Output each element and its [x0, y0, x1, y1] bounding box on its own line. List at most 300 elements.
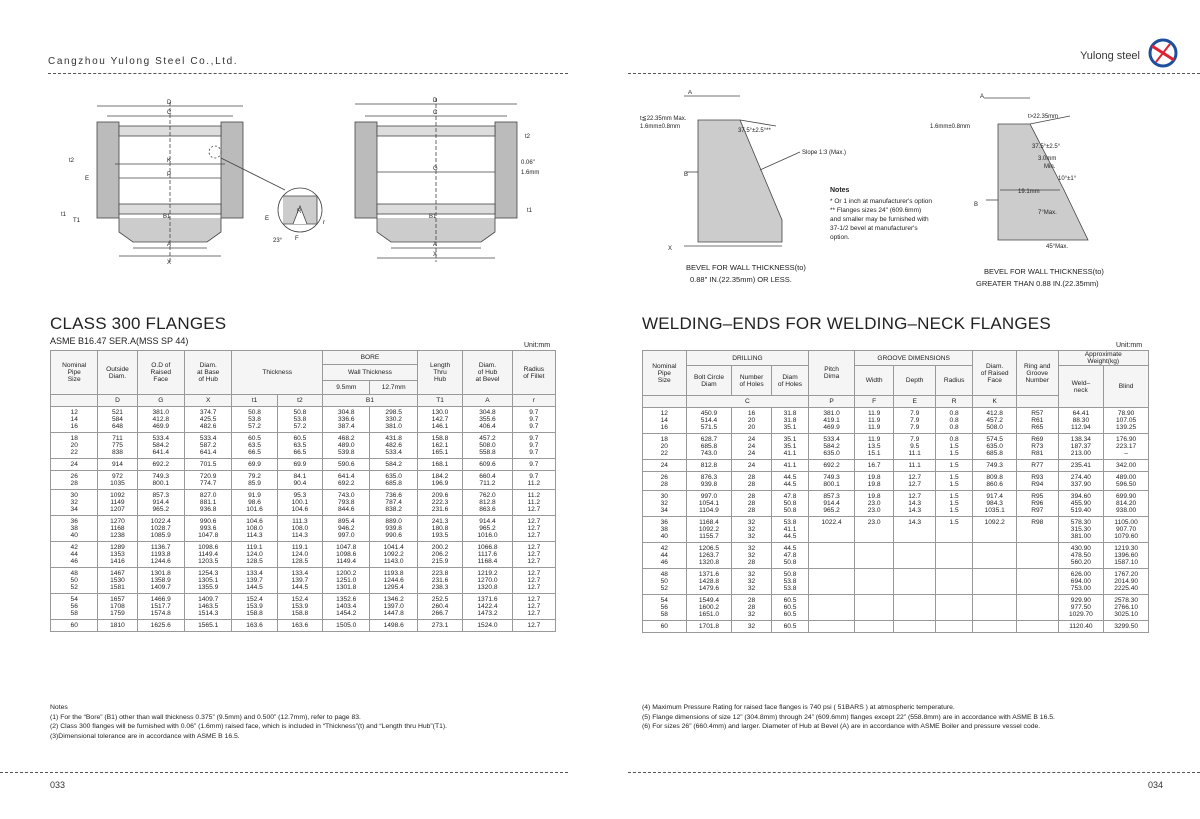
- table-cell: 119.1 124.0 128.5: [277, 542, 322, 568]
- table-cell: R77: [1016, 460, 1058, 472]
- table-cell: 7.9 9.5 11.1: [894, 434, 936, 460]
- table-cell: 42 44 46: [51, 542, 98, 568]
- table-cell: 660.4 711.2: [463, 471, 512, 490]
- table-cell: 79.2 85.9: [232, 471, 277, 490]
- table-cell: 12.7 12.7 12.7: [512, 568, 555, 594]
- table-cell: 11.2 11.2 12.7: [512, 490, 555, 516]
- table-cell: 24: [51, 459, 98, 471]
- label-a2: A: [433, 242, 438, 248]
- table-row: [51, 407, 556, 433]
- table-cell: 50.8 53.8 53.8: [771, 569, 808, 595]
- table-row: [51, 620, 556, 632]
- hdr-fillet: Radius of Fillet: [512, 351, 555, 395]
- table-cell: 24 24 24: [732, 434, 771, 460]
- hdr-hub-base: Diam. at Base of Hub: [184, 351, 231, 395]
- label-f: F: [295, 236, 299, 242]
- table-cell: 626.00 694.00 753.00: [1058, 569, 1104, 595]
- table-cell: 130.0 142.7 146.1: [417, 407, 462, 433]
- sym-cell: P: [809, 396, 855, 408]
- note-line: (5) Flange dimensions of size 12” (304.8mm) through 24” (609.6mm) flanges except 22” (558.8mm) are in accordance with ASME B 16.5.: [642, 713, 1055, 721]
- table-cell: 24: [643, 460, 687, 472]
- bevel-a: A: [688, 90, 693, 96]
- label-d: D: [167, 100, 172, 106]
- table-cell: 1120.40: [1058, 621, 1104, 633]
- table-cell: 431.8 482.6 533.4: [370, 433, 417, 459]
- table-cell: 1467 1530 1581: [98, 568, 137, 594]
- hdr-wall: Wall Thickness: [323, 365, 418, 381]
- class300-rows: [51, 407, 556, 632]
- table-cell: 809.8 860.6: [973, 472, 1017, 491]
- table-cell: 36 38 40: [643, 517, 687, 543]
- table-cell: [894, 543, 936, 569]
- table-cell: 32 32 32: [732, 517, 771, 543]
- table-cell: 1466.9 1517.7 1574.8: [137, 594, 184, 620]
- bevel-note-line: option.: [830, 234, 850, 241]
- sym-cell: E: [894, 396, 936, 408]
- label-k: K: [167, 158, 172, 164]
- bevel2-10deg: 10°±1°: [1058, 176, 1077, 182]
- table-row: [643, 434, 1149, 460]
- hdr-blind: Blind: [1104, 366, 1149, 408]
- table-cell: 69.9: [277, 459, 322, 471]
- table-cell: 152.4 153.9 158.8: [277, 594, 322, 620]
- table-row: [51, 471, 556, 490]
- table-cell: [973, 569, 1017, 595]
- table-cell: 635.0 685.8: [370, 471, 417, 490]
- label-b1-2: B1: [429, 214, 437, 220]
- table-cell: [809, 543, 855, 569]
- table-cell: 1810: [98, 620, 137, 632]
- table-cell: 1.5: [935, 517, 972, 543]
- table-cell: 168.1: [417, 459, 462, 471]
- label-e: E: [85, 176, 90, 182]
- table-row: [51, 433, 556, 459]
- table-cell: 133.4 139.7 144.5: [232, 568, 277, 594]
- table-cell: 158.8 162.1 165.1: [417, 433, 462, 459]
- bevel-drawing: [640, 90, 1180, 290]
- table-cell: R69 R73 R81: [1016, 434, 1058, 460]
- table-cell: 997.0 1054.1 1104.9: [686, 491, 732, 517]
- table-row: [643, 543, 1149, 569]
- table-cell: 12.7 12.7 12.7: [512, 594, 555, 620]
- table-cell: [894, 595, 936, 621]
- table-cell: 1092.2: [973, 517, 1017, 543]
- table-cell: 1371.6 1422.4 1473.2: [463, 594, 512, 620]
- table-cell: 641.4 692.2: [323, 471, 370, 490]
- table-cell: 9.7 9.7 9.7: [512, 433, 555, 459]
- label-angle: 23°: [273, 238, 283, 244]
- table-cell: [935, 569, 972, 595]
- label-rf1: 0.06": [521, 160, 535, 166]
- table-cell: 609.6: [463, 459, 512, 471]
- class300-title: CLASS 300 FLANGES: [50, 314, 227, 333]
- unit-label-right: Unit:mm: [1116, 342, 1143, 349]
- table-cell: 200.2 206.2 215.9: [417, 542, 462, 568]
- table-cell: 84.1 90.4: [277, 471, 322, 490]
- table-cell: 54 56 58: [643, 595, 687, 621]
- hdr-outside: Outside Diam.: [98, 351, 137, 395]
- table-cell: [973, 621, 1017, 633]
- table-cell: [1016, 621, 1058, 633]
- table-cell: 1219.2 1270.0 1320.8: [463, 568, 512, 594]
- sym-cell: C: [686, 396, 809, 408]
- table-cell: 12.7 12.7 12.7: [512, 542, 555, 568]
- table-cell: 274.40 337.90: [1058, 472, 1104, 491]
- table-cell: 578.30 315.30 381.00: [1058, 517, 1104, 543]
- table-cell: 95.3 100.1 104.6: [277, 490, 322, 516]
- table-cell: 533.4 584.2 635.0: [809, 434, 855, 460]
- hdr-pitch: Pitch Dima: [809, 351, 855, 396]
- company-name: Cangzhou Yulong Steel Co.,Ltd.: [48, 56, 239, 67]
- table-cell: 19.8 19.8: [854, 472, 893, 491]
- sym-cell: F: [854, 396, 893, 408]
- note-line: (4) Maximum Pressure Rating for raised face flanges is 740 psi ( 51BARS ) at atmospheric temperature.: [642, 704, 955, 711]
- note-line: Notes: [50, 704, 68, 711]
- bevel-caption-1: BEVEL FOR WALL THICKNESS(to): [686, 263, 806, 272]
- table-cell: 60.5 63.5 66.5: [232, 433, 277, 459]
- table-cell: 11.1: [894, 460, 936, 472]
- bevel-notes-title: Notes: [830, 187, 850, 194]
- table-cell: 990.6 993.6 1047.8: [184, 516, 231, 542]
- hdr-nps: Nominal Pipe Size: [51, 351, 98, 395]
- table-cell: 1701.8: [686, 621, 732, 633]
- table-cell: 1022.4: [809, 517, 855, 543]
- table-cell: 209.6 222.3 231.6: [417, 490, 462, 516]
- bevel2-caption-1: BEVEL FOR WALL THICKNESS(to): [984, 267, 1104, 276]
- table-cell: 1289 1353 1416: [98, 542, 137, 568]
- table-cell: 304.8 336.6 387.4: [323, 407, 370, 433]
- table-cell: 47.8 50.8 50.8: [771, 491, 808, 517]
- table-cell: 235.41: [1058, 460, 1104, 472]
- table-cell: 574.5 635.0 685.8: [973, 434, 1017, 460]
- table-cell: 590.6: [323, 459, 370, 471]
- note-line: (3)Dimensional tolerance are in accordance with ASME B 16.5.: [50, 732, 240, 740]
- table-cell: 138.34 187.37 213.00: [1058, 434, 1104, 460]
- class300-table: [50, 350, 556, 632]
- hdr-od-rf: O.D of Raised Face: [137, 351, 184, 395]
- table-cell: 1549.4 1600.2 1651.0: [686, 595, 732, 621]
- note-line: (2) Class 300 flanges will be furnished with 0.06” (1.6mm) raised face, which is included in “Thickness”(t) and “Length thru Hub”(T1).: [50, 723, 448, 731]
- hdr-w1: 9.5mm: [323, 381, 370, 395]
- hdr-bolt-circle: Bolt Circle Diam: [686, 366, 732, 396]
- table-row: [51, 490, 556, 516]
- table-cell: 12.7 12.7: [894, 472, 936, 491]
- right-page: [600, 0, 1200, 819]
- table-cell: 1041.4 1092.2 1143.0: [370, 542, 417, 568]
- table-cell: 30 32 34: [51, 490, 98, 516]
- label-b1: B1: [163, 214, 171, 220]
- table-cell: 1219.30 1396.60 1587.10: [1104, 543, 1149, 569]
- table-cell: 1409.7 1463.5 1514.3: [184, 594, 231, 620]
- table-row: [643, 472, 1149, 491]
- table-cell: 699.90 814.20 938.00: [1104, 491, 1149, 517]
- table-cell: 1270 1168 1238: [98, 516, 137, 542]
- bevel-note-line: ** Flanges sizes 24" (609.6mm): [830, 207, 922, 214]
- table-cell: 857.3 914.4 965.2: [809, 491, 855, 517]
- table-cell: 342.00: [1104, 460, 1149, 472]
- table-cell: 41.1: [771, 460, 808, 472]
- table-cell: 1505.0: [323, 620, 370, 632]
- table-cell: 1352.6 1403.4 1454.2: [323, 594, 370, 620]
- table-cell: 24: [732, 460, 771, 472]
- table-cell: 9.7: [512, 459, 555, 471]
- table-cell: [1016, 595, 1058, 621]
- bevel2-7deg: 7°Max.: [1038, 210, 1057, 216]
- label-a: A: [167, 242, 172, 248]
- table-cell: 1524.0: [463, 620, 512, 632]
- welding-rows: [643, 408, 1149, 633]
- label-r-small: r: [323, 220, 325, 226]
- table-cell: 133.4 139.7 144.5: [277, 568, 322, 594]
- brand-name: Yulong steel: [1080, 50, 1140, 62]
- sym-cell: t1: [232, 395, 277, 407]
- table-cell: 91.9 98.6 101.6: [232, 490, 277, 516]
- table-cell: 972 1035: [98, 471, 137, 490]
- table-cell: 44.5 44.5: [771, 472, 808, 491]
- table-cell: 119.1 124.0 128.5: [232, 542, 277, 568]
- table-cell: 50.8 53.8 57.2: [277, 407, 322, 433]
- table-cell: 18 20 22: [51, 433, 98, 459]
- table-cell: 914.4 965.2 1016.0: [463, 516, 512, 542]
- table-cell: 2578.30 2766.10 3025.10: [1104, 595, 1149, 621]
- table-cell: 9.7 11.2: [512, 471, 555, 490]
- table-cell: R98: [1016, 517, 1058, 543]
- hdr-weld: Weld– neck: [1058, 366, 1104, 408]
- table-cell: 304.8 355.6 406.4: [463, 407, 512, 433]
- table-cell: 64.41 88.30 112.94: [1058, 408, 1104, 434]
- table-cell: 917.4 984.3 1035.1: [973, 491, 1017, 517]
- table-cell: 889.0 939.8 990.6: [370, 516, 417, 542]
- table-cell: 78.90 107.05 139.25: [1104, 408, 1149, 434]
- table-cell: 9.7 9.7 9.7: [512, 407, 555, 433]
- table-cell: 430.90 478.50 560.20: [1058, 543, 1104, 569]
- label-t1-cap: T1: [73, 218, 81, 224]
- table-cell: [854, 543, 893, 569]
- table-cell: 53.8 41.1 44.5: [771, 517, 808, 543]
- notes-left: [50, 703, 570, 741]
- table-cell: 32: [732, 621, 771, 633]
- bevel2-angle: 37.5°±2.5°: [1032, 144, 1061, 150]
- label-g: G: [433, 166, 438, 172]
- table-cell: 743.0 793.8 844.6: [323, 490, 370, 516]
- note-line: (6) For sizes 26” (660.4mm) and larger. Diameter of Hub at Bevel (A) are in accordance with ASME Boiler and pressure vessel code.: [642, 723, 1041, 731]
- flange-drawing: [55, 92, 575, 272]
- table-cell: 69.9: [232, 459, 277, 471]
- bevel-note-line: 37-1/2 bevel at manufacturer's: [830, 225, 918, 232]
- notes-right: [642, 703, 1182, 732]
- table-cell: 0.8 1.5 1.5: [935, 434, 972, 460]
- table-cell: 273.1: [417, 620, 462, 632]
- table-cell: 749.3 800.1: [809, 472, 855, 491]
- table-cell: 914: [98, 459, 137, 471]
- table-cell: [973, 543, 1017, 569]
- table-cell: 711 775 838: [98, 433, 137, 459]
- bevel-b: B: [684, 172, 689, 178]
- table-cell: 692.2: [809, 460, 855, 472]
- hdr-radius: Radius: [935, 366, 972, 396]
- table-row: [51, 594, 556, 620]
- label-d2: D: [433, 98, 438, 104]
- table-cell: 1193.8 1244.6 1295.4: [370, 568, 417, 594]
- table-cell: 241.3 180.8 193.5: [417, 516, 462, 542]
- label-e2: E: [265, 216, 270, 222]
- table-cell: 1092 1149 1207: [98, 490, 137, 516]
- footer-divider-left: [0, 772, 568, 773]
- label-c2: C: [433, 110, 438, 116]
- sym-cell: r: [512, 395, 555, 407]
- yulong-logo: [1146, 36, 1180, 70]
- table-cell: 1565.1: [184, 620, 231, 632]
- hdr-nps-r: Nominal Pipe Size: [643, 351, 687, 396]
- table-cell: 1.5 1.5 1.5: [935, 491, 972, 517]
- hdr-weight: Approximate Weight(kg): [1058, 351, 1148, 366]
- table-row: [643, 621, 1149, 633]
- table-cell: 252.5 260.4 266.7: [417, 594, 462, 620]
- bevel2-19mm: 19.1mm: [1018, 189, 1040, 195]
- table-cell: 762.0 812.8 863.6: [463, 490, 512, 516]
- table-row: [51, 516, 556, 542]
- table-cell: 692.2: [137, 459, 184, 471]
- bevel-caption-2: 0.88" IN.(22.35mm) OR LESS.: [690, 275, 792, 284]
- table-cell: 1047.8 1098.6 1149.4: [323, 542, 370, 568]
- table-cell: 381.0 419.1 469.9: [809, 408, 855, 434]
- table-cell: 749.3: [973, 460, 1017, 472]
- table-cell: [809, 595, 855, 621]
- table-cell: 28 28 28: [732, 491, 771, 517]
- table-cell: 521 584 648: [98, 407, 137, 433]
- table-cell: 104.6 108.0 114.3: [232, 516, 277, 542]
- table-cell: [973, 595, 1017, 621]
- table-cell: 857.3 914.4 965.2: [137, 490, 184, 516]
- table-cell: 1136.7 1193.8 1244.6: [137, 542, 184, 568]
- footer-divider-right: [628, 772, 1200, 773]
- table-cell: 468.2 489.0 539.8: [323, 433, 370, 459]
- table-cell: [894, 569, 936, 595]
- page-number-right: 034: [1148, 780, 1164, 790]
- table-cell: 60: [51, 620, 98, 632]
- sym-cell: K: [973, 396, 1017, 408]
- table-cell: R93 R94: [1016, 472, 1058, 491]
- hdr-length: Length Thru Hub: [417, 351, 462, 395]
- table-cell: [1016, 543, 1058, 569]
- page-number-left: 033: [50, 780, 66, 790]
- table-cell: 1346.2 1397.0 1447.8: [370, 594, 417, 620]
- table-cell: 28 28: [732, 472, 771, 491]
- bevel2-3mm: 3.0mm: [1038, 156, 1057, 162]
- table-cell: 48 50 52: [51, 568, 98, 594]
- hdr-rf-diam: Diam. of Raised Face: [973, 351, 1017, 396]
- table-cell: 184.2 196.9: [417, 471, 462, 490]
- table-cell: 44.5 47.8 50.8: [771, 543, 808, 569]
- header-divider: [48, 73, 568, 74]
- table-cell: 895.4 946.2 997.0: [323, 516, 370, 542]
- bevel2-rf: 1.6mm±0.8mm: [930, 124, 970, 130]
- bevel-rf: 1.6mm±0.8mm: [640, 124, 680, 130]
- table-cell: 23.0: [854, 517, 893, 543]
- table-cell: 628.7 685.8 743.0: [686, 434, 732, 460]
- table-cell: 60.5: [771, 621, 808, 633]
- label-p: P: [167, 172, 172, 178]
- sym-cell: B1: [323, 395, 418, 407]
- table-cell: 489.00 596.50: [1104, 472, 1149, 491]
- table-cell: R57 R61 R65: [1016, 408, 1058, 434]
- table-cell: 11.9 13.5 15.1: [854, 434, 893, 460]
- bevel-note-line: * Or 1 inch at manufacturer's option: [830, 198, 933, 205]
- table-cell: 28 28 32: [732, 595, 771, 621]
- sym-cell: R: [935, 396, 972, 408]
- table-cell: 3299.50: [1104, 621, 1149, 633]
- sym-cell: [1016, 396, 1058, 408]
- table-cell: [854, 621, 893, 633]
- table-cell: 163.6: [277, 620, 322, 632]
- table-cell: 223.8 231.6 238.3: [417, 568, 462, 594]
- table-cell: 1.5 1.5: [935, 472, 972, 491]
- table-cell: 32 32 28: [732, 543, 771, 569]
- table-cell: 1.5: [935, 460, 972, 472]
- table-cell: 18 20 22: [643, 434, 687, 460]
- sym-cell: [643, 396, 687, 408]
- table-cell: 60.5 63.5 66.5: [277, 433, 322, 459]
- table-cell: 19.8 23.0 23.0: [854, 491, 893, 517]
- table-cell: 60: [643, 621, 687, 633]
- table-cell: 12 14 16: [51, 407, 98, 433]
- note-line: (1) For the “Bore” (B1) other than wall thickness 0.375” (9.5mm) and 0.500” (12.7mm), refer to page 83.: [50, 713, 361, 721]
- unit-label-left: Unit:mm: [524, 342, 551, 349]
- table-cell: 1371.6 1428.8 1479.6: [686, 569, 732, 595]
- table-cell: [894, 621, 936, 633]
- welding-ends-title: WELDING–ENDS FOR WELDING–NECK FLANGES: [642, 314, 1051, 333]
- sym-cell: A: [463, 395, 512, 407]
- table-row: [643, 408, 1149, 434]
- table-cell: 0.8 0.8 0.8: [935, 408, 972, 434]
- label-t2: t2: [69, 158, 75, 164]
- hdr-groove: GROOVE DIMENSIONS: [854, 351, 972, 366]
- label-t1-2: t1: [527, 208, 533, 214]
- hdr-width: Width: [854, 366, 893, 396]
- label-r: R: [297, 209, 302, 215]
- table-cell: 14.3: [894, 517, 936, 543]
- sym-cell: G: [137, 395, 184, 407]
- table-cell: 1066.8 1117.6 1168.4: [463, 542, 512, 568]
- table-cell: 298.5 330.2 381.0: [370, 407, 417, 433]
- table-cell: 12 14 16: [643, 408, 687, 434]
- bevel-t-max: t≦22.35mm Max.: [640, 116, 687, 122]
- table-cell: 36 38 40: [51, 516, 98, 542]
- table-cell: 111.3 108.0 114.3: [277, 516, 322, 542]
- hdr-thickness: Thickness: [232, 351, 323, 395]
- table-cell: 1168.4 1092.2 1155.7: [686, 517, 732, 543]
- bevel-angle: 37.5°±2.5°**: [738, 128, 771, 134]
- table-cell: 701.5: [184, 459, 231, 471]
- table-cell: 533.4 584.2 641.4: [137, 433, 184, 459]
- table-row: [643, 569, 1149, 595]
- table-cell: 876.3 939.8: [686, 472, 732, 491]
- table-cell: 7.9 7.9 7.9: [894, 408, 936, 434]
- label-c: C: [167, 110, 172, 116]
- table-cell: 450.9 514.4 571.5: [686, 408, 732, 434]
- table-cell: 30 32 34: [643, 491, 687, 517]
- table-cell: 35.1 35.1 41.1: [771, 434, 808, 460]
- bevel-slope: Slope 1:3 (Max.): [802, 150, 847, 156]
- table-cell: 42 44 46: [643, 543, 687, 569]
- table-cell: 31.8 31.8 35.1: [771, 408, 808, 434]
- table-cell: 16.7: [854, 460, 893, 472]
- table-cell: 12.7: [512, 620, 555, 632]
- bevel2-t: t>22.35mm: [1028, 114, 1059, 120]
- header-divider-right: [628, 73, 1200, 74]
- table-cell: 16 20 20: [732, 408, 771, 434]
- bevel-note-line: and smaller may be furnished with: [830, 216, 929, 223]
